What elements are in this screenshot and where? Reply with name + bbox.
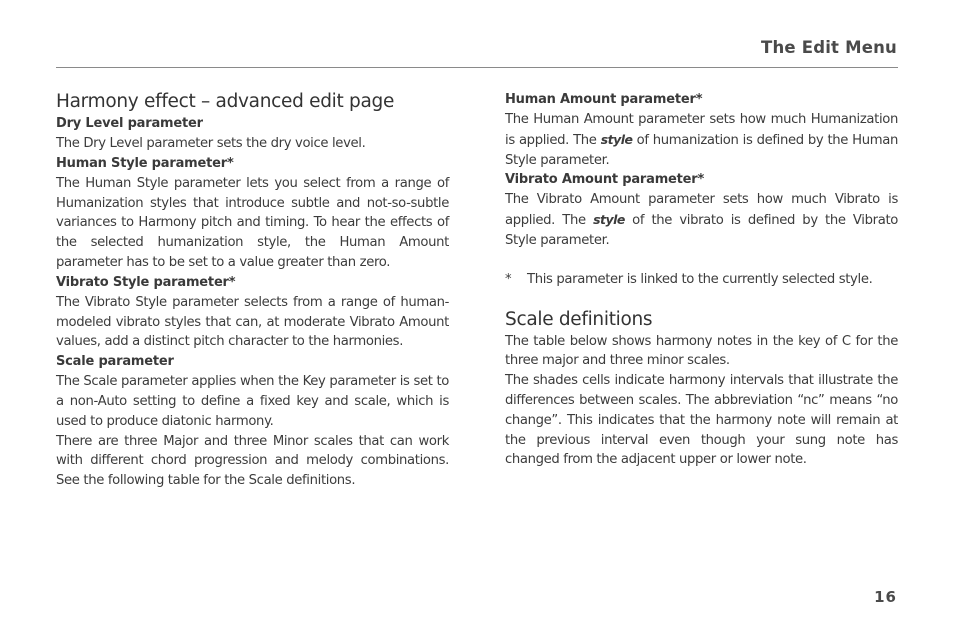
body-human-amount-pre: The Human Amount parameter sets how much Humanization is applied. The (505, 112, 898, 148)
footnote (505, 270, 898, 290)
section-title-scale-definitions: Scale definitions (505, 308, 653, 330)
left-column (56, 90, 449, 491)
body-scale-1: The Scale parameter applies when the Key parameter is set to a non-Auto setting to define a fixed key and scale, which is used to produce diatonic harmony. (56, 374, 449, 429)
footnote-text: This parameter is linked to the currently selected style. (527, 271, 873, 287)
body-human-amount-post: of humanization is defined by the Human Style parameter. (505, 132, 898, 168)
body-vibrato-amount-post: of the vibrato is defined by the Vibrato Style parameter. (505, 213, 898, 248)
body-vibrato-amount-pre: The Vibrato Amount parameter sets how much Vibrato is applied. The (505, 192, 898, 229)
heading-dry-level: Dry Level parameter (56, 116, 203, 131)
heading-vibrato-style: Vibrato Style parameter* (56, 274, 236, 290)
body-vibrato-style: The Vibrato Style parameter selects from a range of human-modeled vibrato styles that can, at moderate Vibrato Amount values, add a distinct pitch character to the harmonies. (56, 294, 449, 350)
right-column (505, 90, 898, 470)
emphasis-style: style (593, 212, 625, 228)
emphasis-style: style (600, 131, 633, 147)
page-number: 16 (874, 588, 897, 606)
body-human-amount (505, 110, 898, 170)
body-scale-defs-1: The table below shows harmony notes in the key of C for the three major and three minor scales. (505, 333, 898, 369)
footnote-mark: * (505, 271, 512, 287)
body-human-style: The Human Style parameter lets you select from a range of Humanization styles that introduce subtle and not-so-subtle variances to Harmony pitch and timing. To hear the effects of the selected humanization style, the Human Amount parameter has to be set to a value greater than zero. (56, 175, 449, 270)
heading-human-amount: Human Amount parameter* (505, 92, 703, 107)
heading-vibrato-amount: Vibrato Amount parameter* (505, 172, 705, 188)
heading-scale: Scale parameter (56, 354, 174, 370)
body-scale-defs-2: The shades cells indicate harmony intervals that illustrate the differences between scales. The abbreviation “nc” means “no change”. This indicates that the harmony note will remain at the previous interval even though your sung note has changed from the adjacent upper or lower note. (505, 373, 898, 468)
body-scale-2: There are three Major and three Minor scales that can work with different chord progression and melody combinations. See the following table for the Scale definitions. (56, 433, 449, 489)
section-title-harmony-advanced: Harmony effect – advanced edit page (56, 91, 395, 112)
header-rule (56, 67, 898, 68)
running-header: The Edit Menu (760, 38, 897, 57)
heading-human-style: Human Style parameter* (56, 155, 234, 171)
body-vibrato-amount (505, 190, 898, 250)
body-dry-level: The Dry Level parameter sets the dry voice level. (56, 136, 366, 151)
